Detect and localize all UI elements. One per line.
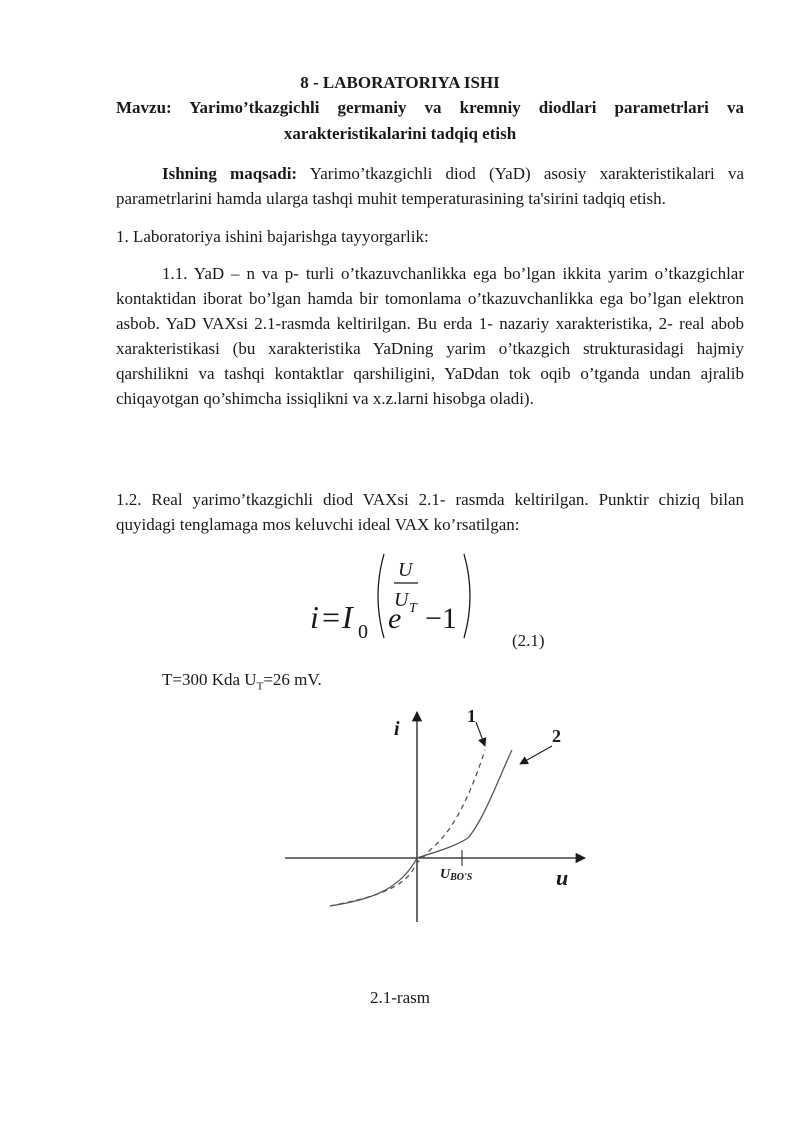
curve-2-real bbox=[330, 750, 512, 906]
curve-1-label: 1 bbox=[467, 706, 476, 726]
paragraph-1-2: 1.2. Real yarimo’tkazgichli diod VAXsi 2.1- rasmda keltirilgan. Punktir chiziq bilan quyidagi tenglamaga mos keluvchi ideal VAX ko’rsatilgan: bbox=[116, 490, 744, 534]
goal-text: Yarimo’tkazgichli diod (YaD) asosiy xarakteristikalari va parametrlarini hamda ularga tashqi muhit temperaturasining ta'sirini tadqiq etish. bbox=[116, 164, 745, 208]
iv-characteristic-figure bbox=[280, 700, 600, 925]
topic-line-2: xarakteristikalarini tadqiq etish bbox=[283, 124, 517, 143]
paragraph-1-1: 1.1. YaD – n va p- turli o’tkazuvchanlikka ega bo’lgan ikkita yarim o’tkazgichlar kontaktidan iborat bo’lgan hamda bir tomonlama o’tkazuvchanlikka ega bo’lgan elektron asbob. YaD VAXsi 2.1-rasmda keltirilgan. Bu erda 1- nazariy xarakteristika, 2- real abob xarakteristikasi (bu xarakteristika YaDning yarim o’tkazgich strukturasidagi hajmiy qarshilikni va tashqi kontaktlar qarshiligini, YaDdan tok oqib o’tganda undan ajralib chiqayotgan qo’shimcha issiqlikni va x.z.larni hisobga oladi). bbox=[116, 264, 744, 408]
curve-2-pointer bbox=[520, 746, 552, 764]
formula-exp-num: U bbox=[398, 559, 413, 581]
figure-caption: 2.1-rasm bbox=[370, 988, 430, 1007]
goal-label: Ishning maqsadi: bbox=[162, 164, 298, 183]
formula-equals: = bbox=[322, 599, 341, 635]
formula-I-sub: 0 bbox=[358, 621, 368, 640]
lab-title: 8 - LABORATORIYA ISHI bbox=[300, 73, 500, 92]
diode-equation bbox=[300, 550, 500, 640]
threshold-label: UBO'S bbox=[440, 867, 473, 883]
formula-exp-den-sub: T bbox=[409, 601, 417, 616]
curve-2-label: 2 bbox=[552, 726, 561, 746]
formula-minus-one: −1 bbox=[425, 602, 457, 635]
formula-right-paren bbox=[464, 554, 470, 638]
topic-line-1: Mavzu: Yarimo’tkazgichli germaniy va kremniy diodlari parametrlari va bbox=[116, 98, 744, 117]
section-heading: 1. Laboratoriya ishini bajarishga tayyorgarlik: bbox=[116, 227, 429, 246]
curve-1-pointer bbox=[476, 722, 485, 746]
formula-e: e bbox=[388, 602, 402, 635]
x-axis-label: u bbox=[556, 865, 569, 890]
goal-paragraph bbox=[116, 161, 744, 211]
y-axis-label: i bbox=[394, 718, 400, 740]
formula-left-paren bbox=[378, 554, 384, 638]
formula-I: I bbox=[342, 599, 353, 635]
equation-number: (2.1) bbox=[512, 631, 545, 650]
formula-exp-den: U bbox=[394, 589, 409, 611]
thermal-voltage-note: T=300 Kda $U_T=26$ mV. bbox=[162, 670, 322, 693]
formula-lhs: i bbox=[310, 599, 319, 635]
